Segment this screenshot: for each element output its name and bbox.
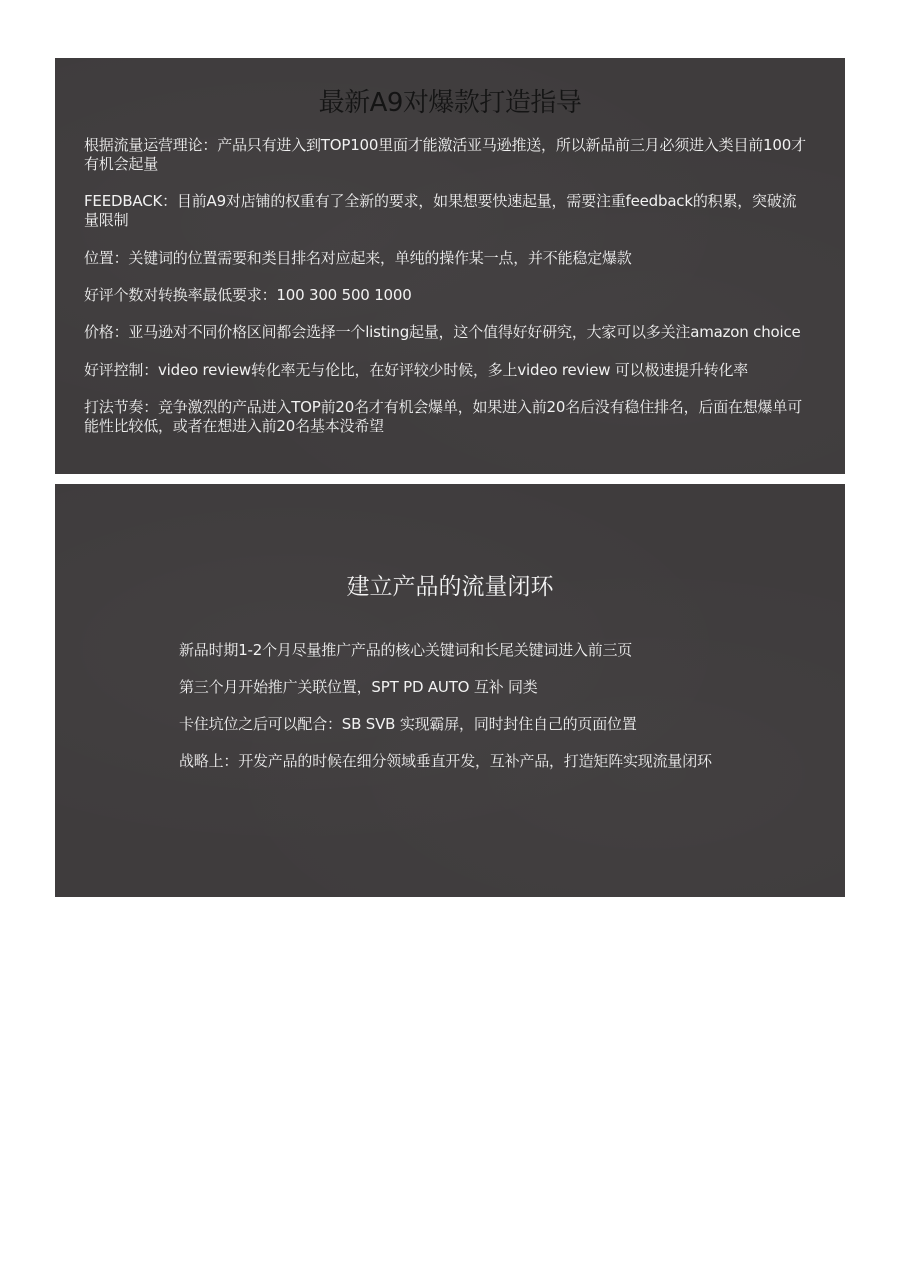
list-item: 好评控制：video review转化率无与伦比，在好评较少时候，多上video review 可以极速提升转化率 <box>84 361 749 379</box>
slide-a9-guide <box>55 58 845 474</box>
list-item: 打法节奏：竞争激烈的产品进入TOP前20名才有机会爆单，如果进入前20名后没有稳住排名，后面在想爆单可能性比较低，或者在想进入前20名基本没希望 <box>84 398 802 435</box>
list-item: 卡住坑位之后可以配合：SB SVB 实现霸屏，同时封住自己的页面位置 <box>179 715 637 733</box>
slide-title: 最新A9对爆款打造指导 <box>318 88 582 118</box>
guide-list <box>84 136 811 436</box>
list-item: 新品时期1-2个月尽量推广产品的核心关键词和长尾关键词进入前三页 <box>179 641 633 659</box>
list-item: 位置：关键词的位置需要和类目排名对应起来，单纯的操作某一点，并不能稳定爆款 <box>84 249 632 267</box>
list-item: 战略上：开发产品的时候在细分领域垂直开发，互补产品，打造矩阵实现流量闭环 <box>179 752 712 770</box>
slide-title: 建立产品的流量闭环 <box>346 574 554 600</box>
list-item: 价格：亚马逊对不同价格区间都会选择一个listing起量，这个值得好好研究，大家可以多关注amazon choice <box>84 323 801 341</box>
list-item: 根据流量运营理论：产品只有进入到TOP100里面才能激活亚马逊推送，所以新品前三月必须进入类目前100才有机会起量 <box>84 136 806 173</box>
strategy-list <box>179 640 805 788</box>
slide-traffic-loop <box>55 484 845 897</box>
list-item: FEEDBACK：目前A9对店铺的权重有了全新的要求，如果想要快速起量，需要注重feedback的积累，突破流量限制 <box>84 192 797 229</box>
list-item: 好评个数对转换率最低要求：100 300 500 1000 <box>84 286 412 304</box>
list-item: 第三个月开始推广关联位置，SPT PD AUTO 互补 同类 <box>179 678 538 696</box>
